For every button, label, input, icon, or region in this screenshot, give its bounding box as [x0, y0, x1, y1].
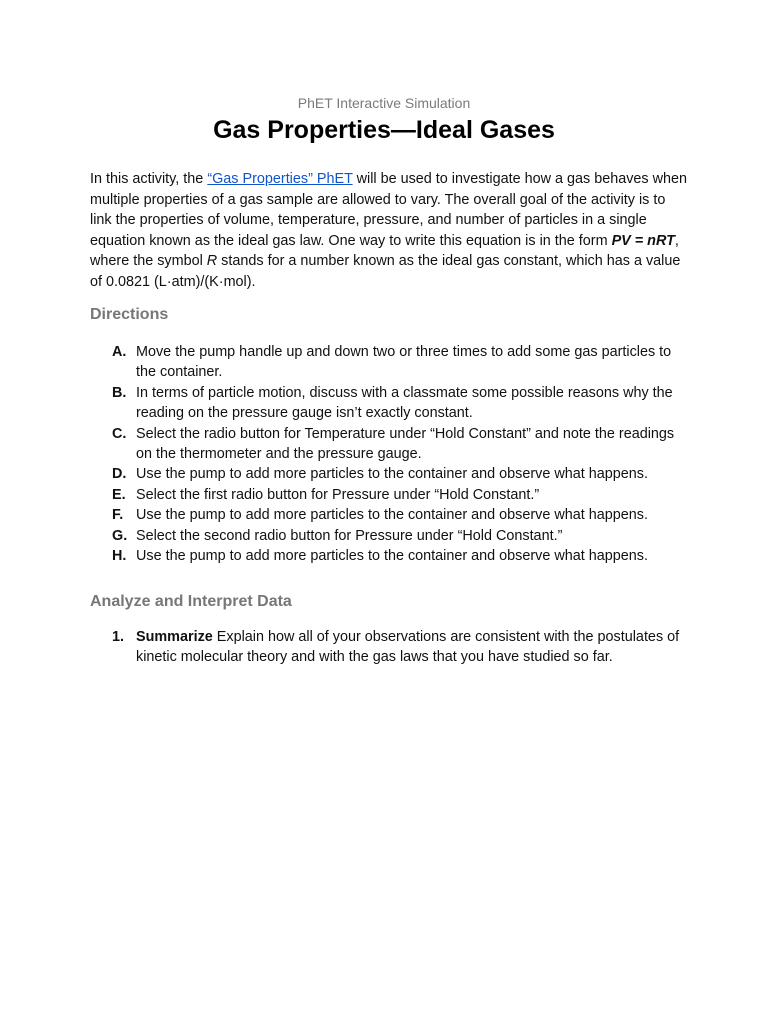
- intro-paragraph: [90, 169, 690, 293]
- item-text: In terms of particle motion, discuss with a classmate some possible reasons why the reading on the pressure gauge isn’t exactly constant.: [136, 384, 673, 422]
- item-text: Use the pump to add more particles to the container and observe what happens.: [136, 507, 648, 524]
- item-marker: H.: [112, 548, 127, 565]
- direction-item: [90, 383, 690, 424]
- direction-item: [90, 485, 690, 505]
- intro-text-3: , where the symbol: [90, 232, 679, 270]
- page-subtitle: PhET Interactive Simulation: [297, 95, 471, 111]
- analyze-list: [90, 627, 690, 668]
- item-text: Use the pump to add more particles to the container and observe what happens.: [136, 466, 648, 483]
- item-marker: G.: [112, 527, 128, 544]
- item-marker: F.: [112, 507, 124, 524]
- item-marker: D.: [112, 466, 127, 483]
- symbol-r: R: [206, 253, 218, 270]
- page-title: Gas Properties—Ideal Gases: [213, 116, 555, 144]
- item-text: Move the pump handle up and down two or three times to add some gas particles to the container.: [136, 344, 672, 381]
- item-marker: B.: [112, 384, 127, 401]
- directions-list: [90, 342, 690, 566]
- direction-item: [90, 505, 690, 525]
- intro-text-1: In this activity, the: [90, 171, 208, 187]
- item-marker: A.: [112, 344, 127, 360]
- intro-text-4: stands for a number known as the ideal gas constant, which has a value of 0.0821 (L·atm)/(K·mol).: [90, 253, 681, 290]
- intro-text-2: will be used to investigate how a gas behaves when multiple properties of a gas sample are allowed to vary. The overall goal of the activity is to link the properties of volume, temperature, pressure, and number of particles in a single equation known as the ideal gas law. One way to write this equation is in the form: [90, 171, 688, 249]
- item-marker: 1.: [112, 629, 125, 645]
- item-text: Select the second radio button for Pressure under “Hold Constant.”: [136, 527, 563, 544]
- direction-item: [90, 464, 690, 484]
- analyze-heading: Analyze and Interpret Data: [90, 593, 292, 610]
- direction-item: [90, 424, 690, 465]
- direction-item: [90, 546, 690, 566]
- item-text: Use the pump to add more particles to the container and observe what happens.: [136, 548, 648, 565]
- item-text: Select the first radio button for Pressure under “Hold Constant.”: [136, 486, 540, 503]
- direction-item: [90, 342, 690, 383]
- phet-link[interactable]: “Gas Properties” PhET: [207, 171, 353, 187]
- item-text: Select the radio button for Temperature under “Hold Constant” and note the readings on the thermometer and the pressure gauge.: [136, 425, 675, 463]
- ideal-gas-equation: PV = nRT: [611, 232, 675, 249]
- direction-item: [90, 526, 690, 546]
- item-marker: C.: [112, 425, 127, 442]
- summarize-term: Summarize: [136, 629, 213, 645]
- analyze-item: [90, 627, 690, 668]
- item-text: Explain how all of your observations are consistent with the postulates of kinetic molecular theory and with the gas laws that you have studied so far.: [136, 629, 680, 666]
- directions-heading: Directions: [90, 306, 169, 323]
- item-marker: E.: [112, 486, 126, 503]
